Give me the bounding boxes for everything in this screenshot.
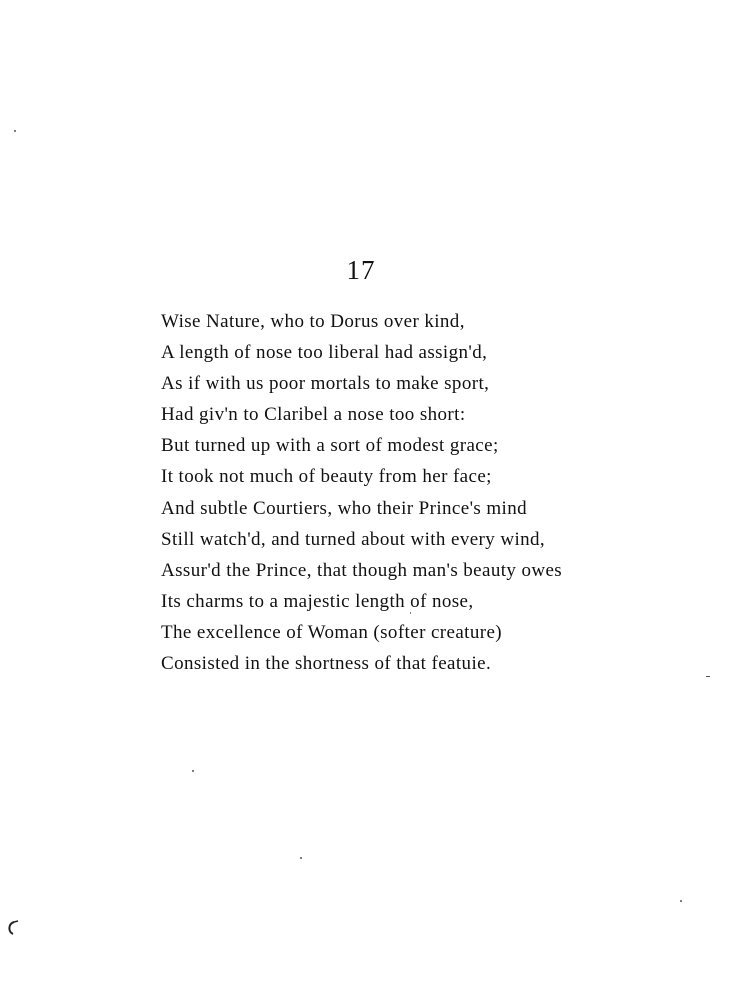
verse-line: But turned up with a sort of modest grace; [161, 435, 499, 457]
verse-line: Wise Nature, who to Dorus over kind, [161, 311, 465, 332]
scan-speck [192, 770, 194, 772]
poem-verse [161, 306, 562, 679]
verse-line: And subtle Courtiers, who their Prince's mind [161, 497, 528, 519]
scan-speck [410, 612, 411, 614]
verse-line: Still watch'd, and turned about with every wind, [161, 528, 546, 550]
verse-line: As if with us poor mortals to make sport, [161, 373, 490, 395]
scan-speck [706, 676, 710, 677]
verse-line: Consisted in the shortness of that featuie. [161, 653, 492, 675]
scan-mark [4, 918, 26, 938]
scan-speck [680, 900, 682, 902]
verse-line: Had giv'n to Claribel a nose too short: [161, 404, 466, 426]
verse-line: Its charms to a majestic length of nose, [161, 590, 474, 612]
verse-line: It took not much of beauty from her face; [161, 466, 492, 488]
scan-speck [300, 857, 302, 859]
verse-line: The excellence of Woman (softer creature) [161, 621, 503, 643]
verse-line: Assur'd the Prince, that though man's beauty owes [161, 559, 563, 581]
scan-speck [14, 130, 16, 132]
page-number: 17 [346, 255, 376, 285]
verse-line: A length of nose too liberal had assign'd, [161, 342, 488, 364]
